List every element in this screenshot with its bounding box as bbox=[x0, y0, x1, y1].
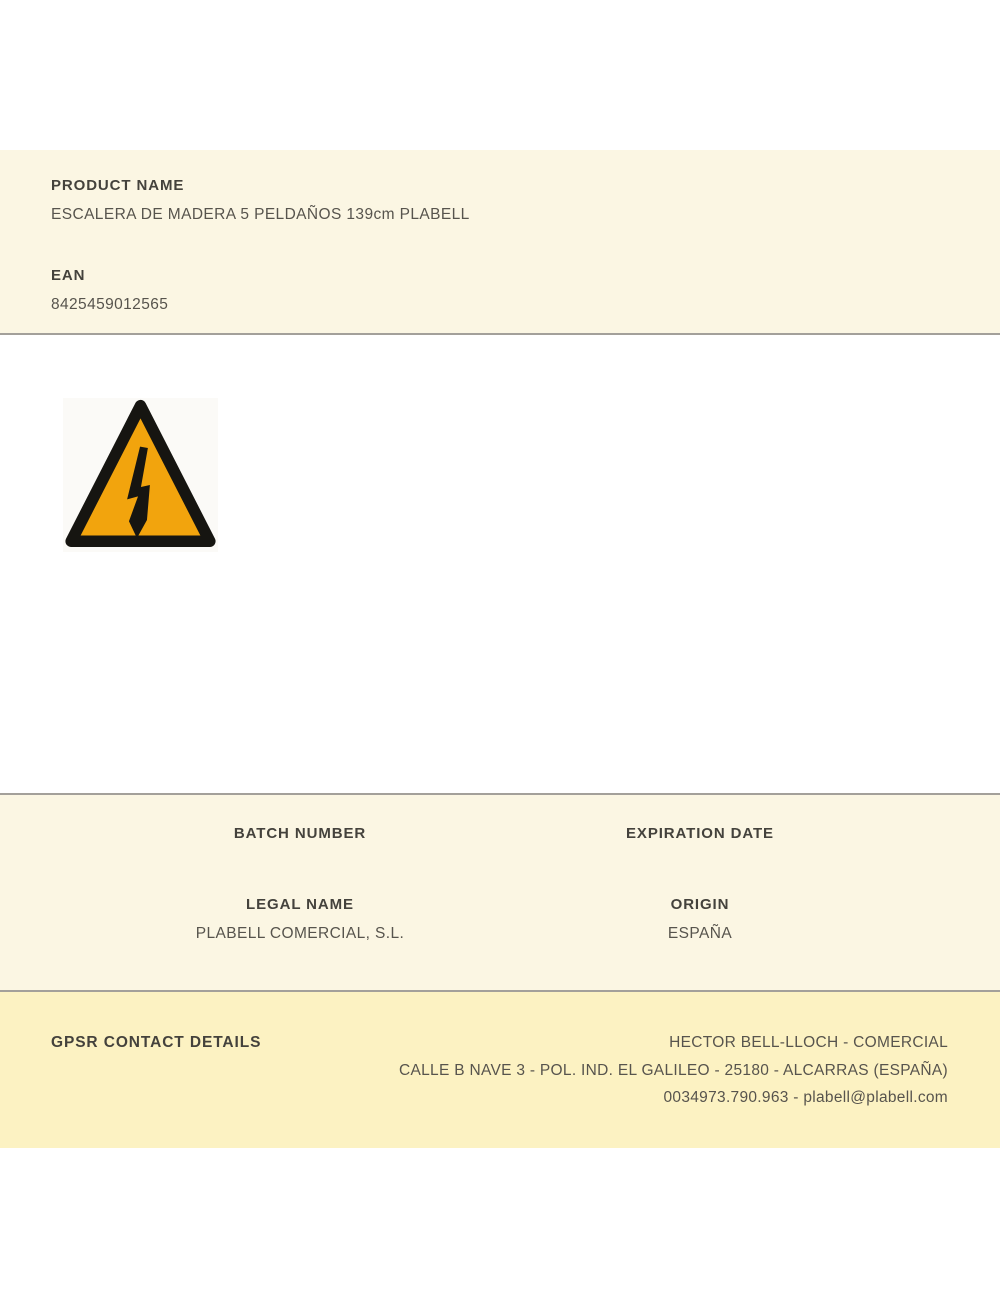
expiration-date-label: EXPIRATION DATE bbox=[626, 825, 774, 842]
legal-name-value: PLABELL COMERCIAL, S.L. bbox=[195, 925, 405, 942]
electrical-hazard-warning-icon bbox=[63, 398, 218, 552]
gpsr-contact-person: HECTOR BELL-LLOCH - COMERCIAL bbox=[669, 1034, 948, 1051]
gpsr-contact-phone-email: 0034973.790.963 - plabell@plabell.com bbox=[663, 1089, 948, 1106]
batch-number-label: BATCH NUMBER bbox=[233, 825, 367, 842]
expiration-date-field bbox=[500, 824, 900, 853]
product-name-field bbox=[51, 176, 949, 224]
gpsr-contact-lines bbox=[399, 1029, 948, 1112]
gpsr-contact-row bbox=[51, 1029, 948, 1112]
gpsr-contact-address: CALLE B NAVE 3 - POL. IND. EL GALILEO - 25180 - ALCARRAS (ESPAÑA) bbox=[399, 1061, 948, 1079]
product-info-section bbox=[0, 150, 1000, 335]
origin-label: ORIGIN bbox=[670, 896, 730, 913]
legal-name-label: LEGAL NAME bbox=[246, 896, 354, 913]
origin-value: ESPAÑA bbox=[667, 925, 733, 942]
warning-section bbox=[0, 335, 1000, 793]
product-name-value: ESCALERA DE MADERA 5 PELDAÑOS 139cm PLABELL bbox=[51, 206, 470, 223]
gpsr-contact-label: GPSR CONTACT DETAILS bbox=[51, 1034, 262, 1051]
ean-field bbox=[51, 266, 949, 314]
ean-value: 8425459012565 bbox=[51, 296, 169, 313]
batch-legal-section bbox=[0, 793, 1000, 992]
batch-number-field bbox=[100, 824, 500, 853]
batch-legal-grid bbox=[100, 824, 900, 943]
origin-field bbox=[500, 895, 900, 943]
ean-label: EAN bbox=[51, 267, 86, 284]
gpsr-contact-section bbox=[0, 992, 1000, 1148]
product-name-label: PRODUCT NAME bbox=[51, 177, 185, 194]
legal-name-field bbox=[100, 895, 500, 943]
